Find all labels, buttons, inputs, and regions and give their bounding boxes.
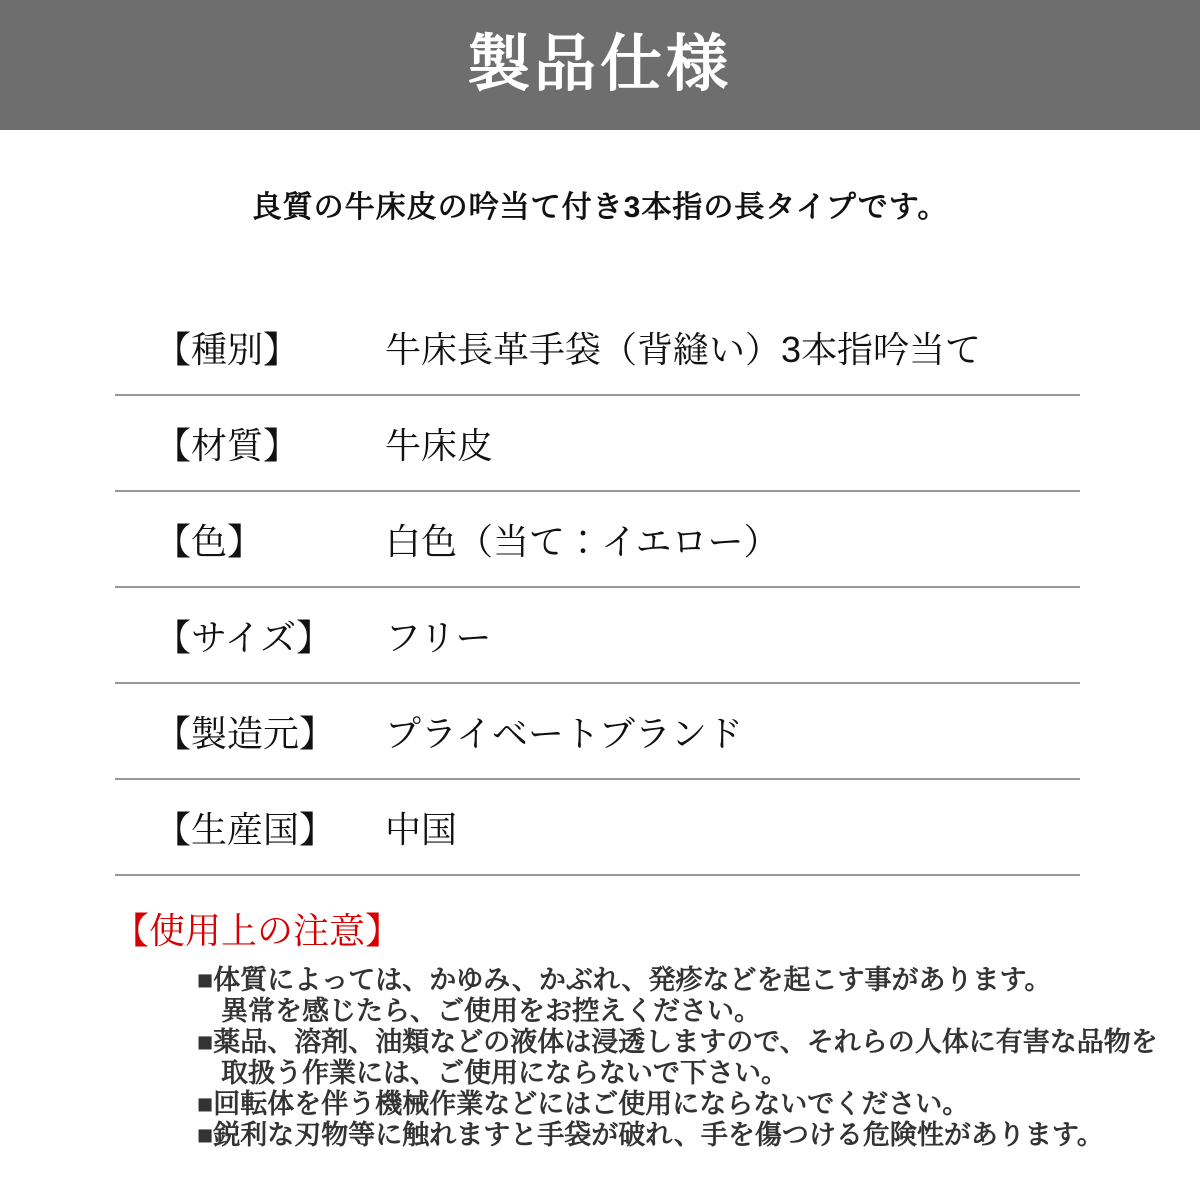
caution-item-line: ■鋭利な刃物等に触れますと手袋が破れ、手を傷つける危険性があります。 bbox=[197, 1120, 1104, 1151]
spec-label: 【種別】 bbox=[155, 328, 300, 370]
spec-table bbox=[115, 300, 1080, 876]
spec-label: 【サイズ】 bbox=[155, 616, 333, 658]
page-title: 製品仕様 bbox=[467, 30, 732, 99]
spec-row-type bbox=[115, 300, 1080, 396]
spec-value: 牛床長革手袋（背縫い）3本指吟当て bbox=[385, 328, 982, 370]
spec-value: プライベートブランド bbox=[385, 712, 743, 754]
caution-item-line: ■薬品、溶剤、油類などの液体は浸透しますので、それらの人体に有害な品物を bbox=[197, 1027, 1158, 1058]
spec-label: 【生産国】 bbox=[155, 808, 336, 850]
product-description: 良質の牛床皮の吟当て付き3本指の長タイプです。 bbox=[251, 191, 949, 224]
spec-row-manufacturer bbox=[115, 684, 1080, 780]
caution-item-line: 異常を感じたら、ご使用をお控えください。 bbox=[221, 996, 761, 1027]
spec-row-size bbox=[115, 588, 1080, 684]
spec-row-material bbox=[115, 396, 1080, 492]
caution-list bbox=[197, 965, 1200, 1151]
spec-row-color bbox=[115, 492, 1080, 588]
caution-heading: 【使用上の注意】 bbox=[113, 910, 402, 951]
caution-item-line: ■回転体を伴う機械作業などにはご使用にならないでください。 bbox=[197, 1089, 970, 1120]
spec-label: 【色】 bbox=[155, 520, 264, 562]
spec-value: 白色（当て：イエロー） bbox=[385, 520, 780, 562]
spec-value: フリー bbox=[385, 616, 492, 658]
spec-row-country bbox=[115, 780, 1080, 876]
spec-value: 牛床皮 bbox=[385, 424, 494, 466]
caution-item-line: ■体質によっては、かゆみ、かぶれ、発疹などを起こす事があります。 bbox=[197, 965, 1052, 996]
header-banner bbox=[0, 0, 1200, 130]
caution-item-line: 取扱う作業には、ご使用にならないで下さい。 bbox=[221, 1058, 788, 1089]
spec-label: 【製造元】 bbox=[155, 712, 336, 754]
spec-value: 中国 bbox=[385, 808, 458, 850]
spec-label: 【材質】 bbox=[155, 424, 300, 466]
